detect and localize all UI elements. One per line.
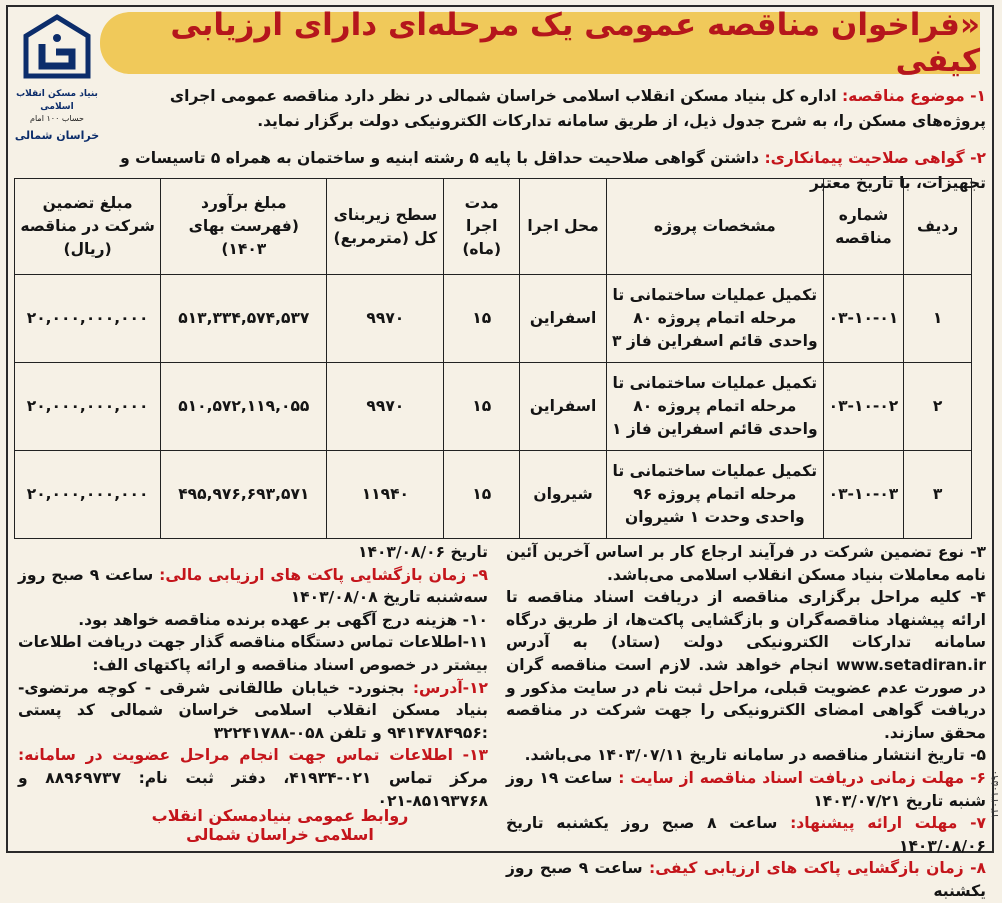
term-8-text: ساعت ۹ صبح روز یکشنبه: [506, 859, 986, 900]
cell-index: ۳: [904, 451, 972, 539]
cell-area: ۱۱۹۴۰: [327, 451, 444, 539]
org-logo: [14, 14, 100, 174]
public-relations-signature: روابط عمومی بنیادمسکن انقلاب اسلامی خراسان شمالی: [151, 806, 409, 844]
term-11-contact-info: ۱۱-اطلاعات تماس دستگاه مناقصه گذار جهت دریافت اطلاعات بیشتر در خصوص اسناد مناقصه و ارائه پاکتهای الف:: [18, 633, 488, 674]
header-estimate: مبلغ برآورد (فهرست بهای ۱۴۰۳): [161, 179, 327, 275]
cell-area: ۹۹۷۰: [327, 275, 444, 363]
ad-code: ۱۴۰۳۱۰۵۹۰: [990, 770, 1001, 819]
term-9-label: ۹- زمان بازگشایی پاکت های ارزیابی مالی:: [159, 565, 488, 584]
bonyad-maskan-logo-icon: [22, 14, 92, 84]
terms-right-column: [506, 541, 986, 903]
title-banner: [100, 7, 980, 79]
term-13-label: ۱۳- اطلاعات تماس جهت انجام مراحل عضویت در سامانه:: [18, 746, 488, 765]
term-4-procedure: ۴- کلیه مراحل برگزاری مناقصه از دریافت اسناد مناقصه تا ارائه پیشنهاد مناقصه‌گران و بازگشایی پاکت‌ها، از طریق درگاه سامانه تدارکات الکترونیکی دولت (ستاد) به آدرس www.setadiran.ir انجام خواهد شد. لازم است مناقصه گران در صورت عدم عضویت قبلی، مراحل ثبت نام در سایت مذکور و دریافت گواهی امضای الکترونیکی را جهت شرکت در مناقصه محقق سازند.: [506, 588, 986, 742]
header-location: محل اجرا: [520, 179, 607, 275]
term-6-label: ۶- مهلت زمانی دریافت اسناد مناقصه از سایت :: [618, 768, 986, 787]
term-8-continued: تاریخ ۱۴۰۳/۰۸/۰۶: [358, 543, 488, 561]
header-project-specs: مشخصات پروژه: [607, 179, 824, 275]
cell-duration: ۱۵: [444, 451, 520, 539]
page-title: «فراخوان مناقصه عمومی یک مرحله‌ای دارای ارزیابی کیفی: [170, 7, 980, 79]
term-13-registration-contact: [18, 744, 488, 812]
qualification-label: ۲- گواهی صلاحیت پیمانکاری:: [764, 149, 986, 167]
cell-area: ۹۹۷۰: [327, 363, 444, 451]
tender-subject-text: اداره کل بنیاد مسکن انقلاب اسلامی خراسان شمالی در نظر دارد مناقصه عمومی اجرای پروژه‌های مسکن را، به شرح جدول ذیل، از طریق سامانه تدارکات الکترونیکی دولت برگزار نماید.: [169, 87, 986, 130]
cell-index: ۲: [904, 363, 972, 451]
term-3-guarantee-type: ۳- نوع تضمین شرکت در فرآیند ارجاع کار بر اساس آخرین آئین نامه معاملات بنیاد مسکن انقلاب اسلامی می‌باشد.: [506, 543, 986, 584]
cell-index: ۱: [904, 275, 972, 363]
cell-location: اسفراین: [520, 363, 607, 451]
cell-guarantee: ۲۰,۰۰۰,۰۰۰,۰۰۰: [15, 451, 161, 539]
term-12-address: [18, 677, 488, 745]
qualification-text: داشتن گواهی صلاحیت حداقل با پایه ۵ رشته ابنیه و ساختمان به همراه ۵ تاسیسات و تجهیزات، با تاریخ معتبر: [120, 149, 986, 192]
cell-tender-number: ۰۳-۱۰-۰۱: [823, 275, 904, 363]
term-9-text: ساعت ۹ صبح روز سه‌شنبه تاریخ ۱۴۰۳/۰۸/۰۸: [18, 565, 488, 607]
cell-estimate: ۴۹۵,۹۷۶,۶۹۳,۵۷۱: [161, 451, 327, 539]
term-6-text: ساعت ۱۹ روز شنبه تاریخ ۱۴۰۳/۰۷/۲۱: [506, 768, 986, 810]
table-row: [15, 363, 972, 451]
cell-guarantee: ۲۰,۰۰۰,۰۰۰,۰۰۰: [15, 275, 161, 363]
term-8-label: ۸- زمان بازگشایی پاکت های ارزیابی کیفی:: [649, 859, 986, 878]
table-header-row: [15, 179, 972, 275]
cell-project-specs: تکمیل عملیات ساختمانی تا مرحله اتمام پروژه ۸۰ واحدی قائم اسفراین فاز ۱: [607, 363, 824, 451]
cell-duration: ۱۵: [444, 363, 520, 451]
term-6-document-deadline: [506, 767, 986, 812]
table-row: [15, 275, 972, 363]
logo-province: خراسان شمالی: [14, 129, 100, 142]
tender-subject-label: ۱- موضوع مناقصه:: [841, 87, 986, 105]
term-7-label: ۷- مهلت ارائه پیشنهاد:: [790, 814, 986, 833]
term-8-quality-opening: [506, 857, 986, 902]
projects-table: [14, 178, 972, 539]
cell-location: شیروان: [520, 451, 607, 539]
header-guarantee: مبلغ تضمین شرکت در مناقصه (ریال): [15, 179, 161, 275]
cell-project-specs: تکمیل عملیات ساختمانی تا مرحله اتمام پروژه ۹۶ واحدی وحدت ۱ شیروان: [607, 451, 824, 539]
term-12-text: بجنورد- خیابان طالقانی شرقی - کوچه مرتضوی- بنیاد مسکن انقلاب اسلامی خراسان شمالی کد پستی :۹۴۱۴۷۸۴۹۵۶ و تلفن ۰۵۸-۳۲۲۴۱۷۸۸: [18, 678, 488, 742]
term-7-bid-deadline: [506, 812, 986, 857]
logo-org-name: بنیاد مسکن انقلاب اسلامی: [16, 89, 98, 112]
cell-tender-number: ۰۳-۱۰-۰۲: [823, 363, 904, 451]
logo-slogan: حساب ۱۰۰ امام: [30, 114, 84, 123]
cell-duration: ۱۵: [444, 275, 520, 363]
cell-project-specs: تکمیل عملیات ساختمانی تا مرحله اتمام پروژه ۸۰ واحدی قائم اسفراین فاز ۳: [607, 275, 824, 363]
term-7-text: ساعت ۸ صبح روز یکشنبه تاریخ ۱۴۰۳/۰۸/۰۶: [506, 814, 986, 855]
cell-location: اسفراین: [520, 275, 607, 363]
term-9-financial-opening: [18, 564, 488, 609]
tender-subject: [96, 84, 986, 134]
term-13-text: مرکز تماس ۰۲۱-۴۱۹۳۴، دفتر ثبت نام: ۸۸۹۶۹۷۳۷ و ۸۵۱۹۳۷۶۸-۰۲۱: [18, 768, 489, 810]
terms-left-column: [18, 541, 488, 812]
term-10-ad-cost: ۱۰- هزینه درج آگهی بر عهده برنده مناقصه خواهد بود.: [78, 610, 488, 629]
header-duration: مدت اجرا (ماه): [444, 179, 520, 275]
cell-guarantee: ۲۰,۰۰۰,۰۰۰,۰۰۰: [15, 363, 161, 451]
header-row-index: ردیف: [904, 179, 972, 275]
cell-estimate: ۵۱۰,۵۷۲,۱۱۹,۰۵۵: [161, 363, 327, 451]
term-5-publish-date: ۵- تاریخ انتشار مناقصه در سامانه تاریخ ۱۴۰۳/۰۷/۱۱ می‌باشد.: [524, 746, 986, 765]
header-tender-number: شماره مناقصه: [823, 179, 904, 275]
table-row: [15, 451, 972, 539]
cell-tender-number: ۰۳-۱۰-۰۳: [823, 451, 904, 539]
header-total-area: سطح زیربنای کل (مترمربع): [327, 179, 444, 275]
term-12-label: ۱۲-آدرس:: [412, 678, 488, 697]
cell-estimate: ۵۱۳,۳۳۴,۵۷۴,۵۳۷: [161, 275, 327, 363]
